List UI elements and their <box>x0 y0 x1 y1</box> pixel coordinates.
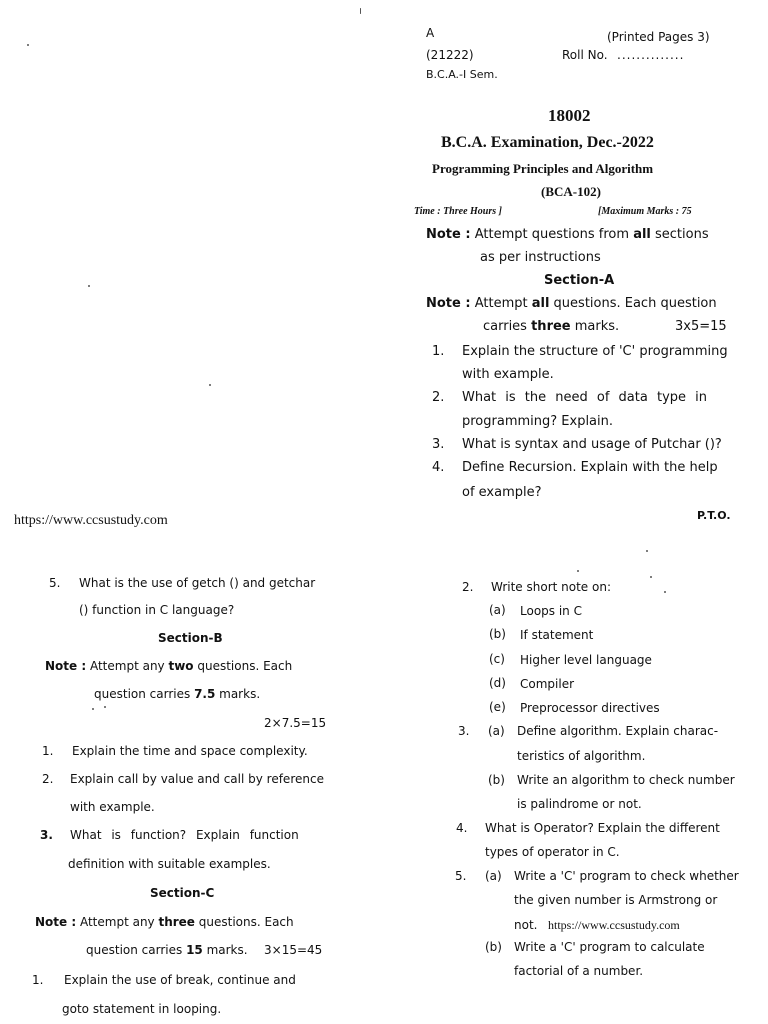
section-c-title: Section-C <box>150 886 215 900</box>
sub-item-label: (c) <box>489 652 505 666</box>
roll-no-label: Roll No. <box>562 48 608 62</box>
section-b-note-line-1: Note : Attempt any two questions. Each <box>45 659 293 673</box>
printed-pages: (Printed Pages 3) <box>607 30 710 44</box>
question-text: not. <box>514 918 538 932</box>
sub-item-label: (e) <box>489 700 506 714</box>
sub-item-label: (b) <box>488 773 505 787</box>
pto-label: P.T.O. <box>697 509 731 522</box>
scan-speck <box>27 44 29 46</box>
series-label: A <box>426 26 435 40</box>
question-text: Explain call by value and call by reference <box>70 772 324 786</box>
sub-item-label: (b) <box>485 940 502 954</box>
question-text: Explain the time and space complexity. <box>72 744 308 758</box>
question-number: 2. <box>42 772 54 786</box>
watermark-url: https://www.ccsustudy.com <box>548 918 680 932</box>
question-number: 5. <box>455 869 467 883</box>
sub-item-label: (a) <box>488 724 505 738</box>
question-text: goto statement in looping. <box>62 1002 222 1016</box>
max-marks-label: [Maximum Marks : 75 <box>598 206 692 217</box>
section-c-note-line-2: question carries 15 marks. <box>86 943 248 957</box>
sub-item-text: If statement <box>520 628 594 642</box>
scan-speck <box>360 8 361 14</box>
sub-item-label: (d) <box>489 676 506 690</box>
question-text: Write a 'C' program to calculate <box>514 940 705 954</box>
scan-speck <box>88 285 90 287</box>
sub-item-text: Higher level language <box>520 653 652 667</box>
sub-item-label: (b) <box>489 627 506 641</box>
question-number: 3. <box>432 437 445 452</box>
sub-item-text: Loops in C <box>520 604 582 618</box>
section-a-note-line-1: Note : Attempt all questions. Each question <box>426 296 717 311</box>
sub-item-text: Compiler <box>520 677 575 691</box>
question-text: () function in C language? <box>79 603 235 617</box>
section-a-note-line-2: carries three marks. <box>483 319 620 334</box>
sub-item-text: Preprocessor directives <box>520 701 660 715</box>
scan-speck <box>92 708 94 710</box>
scan-speck <box>104 706 106 708</box>
section-a-title: Section-A <box>544 273 615 288</box>
section-b-note-line-2: question carries 7.5 marks. <box>94 687 261 701</box>
roll-no-dots: .............. <box>617 48 685 62</box>
section-a-marks: 3x5=15 <box>675 319 727 334</box>
question-text: of example? <box>462 485 542 500</box>
question-text: teristics of algorithm. <box>517 749 646 763</box>
course-code: (BCA-102) <box>541 184 601 199</box>
question-text: programming? Explain. <box>462 414 614 429</box>
question-number: 1. <box>32 973 44 987</box>
sub-item-label: (a) <box>489 603 506 617</box>
question-number: 3. <box>40 828 53 842</box>
general-note-line-2: as per instructions <box>480 250 601 265</box>
section-c-marks: 3×15=45 <box>264 943 323 957</box>
section-c-note-line-1: Note : Attempt any three questions. Each <box>35 915 294 929</box>
scan-speck <box>650 576 652 578</box>
question-text: Write an algorithm to check number <box>517 773 735 787</box>
question-text: What is the need of data type in <box>462 390 707 405</box>
paper-code: (21222) <box>426 48 474 62</box>
sub-item-label: (a) <box>485 869 502 883</box>
question-text: What is function? Explain function <box>70 828 299 842</box>
scan-speck <box>209 384 211 386</box>
subject-title: Programming Principles and Algorithm <box>432 161 654 176</box>
semester: B.C.A.-I Sem. <box>426 68 498 81</box>
paper-number: 18002 <box>548 106 591 125</box>
watermark-url: https://www.ccsustudy.com <box>14 513 168 528</box>
question-number: 5. <box>49 576 61 590</box>
question-text: types of operator in C. <box>485 845 620 859</box>
question-text: is palindrome or not. <box>517 797 642 811</box>
question-number: 4. <box>456 821 468 835</box>
question-text: Explain the structure of 'C' programming <box>462 344 728 359</box>
scan-speck <box>646 550 648 552</box>
scan-speck <box>664 591 666 593</box>
section-b-marks: 2×7.5=15 <box>264 716 327 730</box>
section-b-title: Section-B <box>158 631 223 645</box>
time-label: Time : Three Hours ] <box>414 206 502 217</box>
question-text: What is syntax and usage of Putchar ()? <box>462 437 722 452</box>
question-text: Write a 'C' program to check whether <box>514 869 739 883</box>
question-text: Write short note on: <box>491 580 611 594</box>
scan-speck <box>577 570 579 572</box>
question-number: 4. <box>432 460 445 475</box>
exam-title: B.C.A. Examination, Dec.-2022 <box>441 134 654 151</box>
question-text: What is Operator? Explain the different <box>485 821 720 835</box>
question-text: definition with suitable examples. <box>68 857 271 871</box>
question-number: 3. <box>458 724 470 738</box>
question-number: 2. <box>462 580 474 594</box>
question-number: 1. <box>432 344 445 359</box>
question-text: Define Recursion. Explain with the help <box>462 460 718 475</box>
question-number: 1. <box>42 744 54 758</box>
question-text: Define algorithm. Explain charac- <box>517 724 719 738</box>
question-text: the given number is Armstrong or <box>514 893 718 907</box>
question-text: factorial of a number. <box>514 964 644 978</box>
question-text: What is the use of getch () and getchar <box>79 576 316 590</box>
question-text: Explain the use of break, continue and <box>64 973 296 987</box>
question-number: 2. <box>432 390 445 405</box>
question-text: with example. <box>70 800 155 814</box>
question-text: with example. <box>462 367 554 382</box>
general-note-line-1: Note : Attempt questions from all sections <box>426 227 709 242</box>
